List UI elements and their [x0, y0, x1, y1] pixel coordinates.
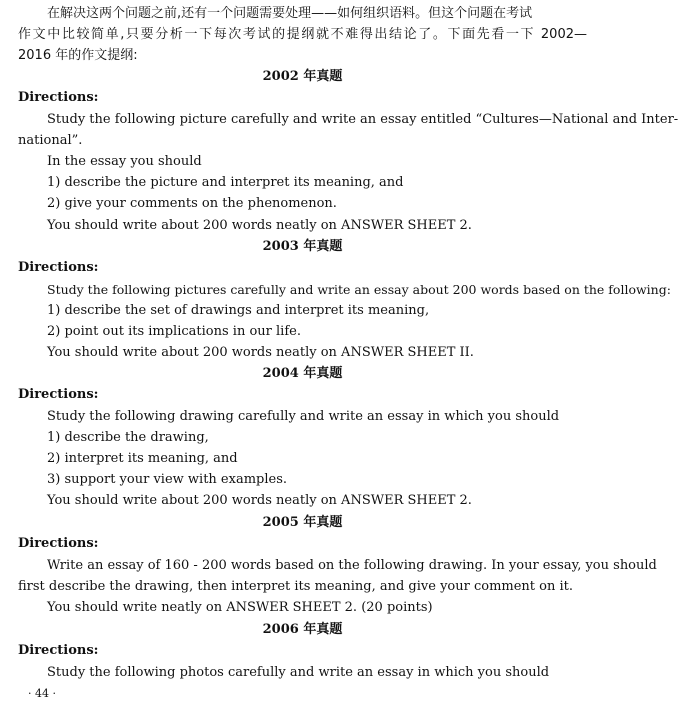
text-2006-1: Study the following photos carefully and write an essay in which you should	[47, 665, 550, 680]
heading-2006: 2006 年真题	[262, 622, 343, 637]
heading-2003: 2003 年真题	[262, 239, 343, 254]
intro-line-2: 作文中比较简单,只要分析一下每次考试的提纲就不难得出结论了。下面先看一下 2002—	[18, 27, 587, 42]
text-2002-5: 2) give your comments on the phenomenon.	[47, 196, 337, 211]
heading-2002: 2002 年真题	[262, 69, 343, 84]
text-2002-2: national”.	[18, 133, 83, 148]
heading-2004: 2004 年真题	[262, 366, 343, 381]
text-2004-2: 1) describe the drawing,	[47, 430, 209, 445]
directions-2002: Directions:	[18, 90, 99, 105]
text-2003-2: 1) describe the set of drawings and interpret its meaning,	[47, 303, 430, 318]
text-2004-5: You should write about 200 words neatly on ANSWER SHEET 2.	[47, 493, 472, 508]
text-2005-3: You should write neatly on ANSWER SHEET 2. (20 points)	[47, 600, 433, 615]
intro-line-1: 在解决这两个问题之前,还有一个问题需要处理——如何组织语料。但这个问题在考试	[47, 6, 533, 21]
text-2002-3: In the essay you should	[47, 154, 202, 169]
heading-2005: 2005 年真题	[262, 515, 343, 530]
text-2002-6: You should write about 200 words neatly on ANSWER SHEET 2.	[47, 218, 472, 233]
text-2004-4: 3) support your view with examples.	[47, 472, 287, 487]
text-2003-3: 2) point out its implications in our life.	[47, 324, 301, 339]
directions-2005: Directions:	[18, 536, 99, 551]
directions-2006: Directions:	[18, 643, 99, 658]
text-2002-1: Study the following picture carefully and write an essay entitled “Cultures—National and Inter-	[47, 112, 678, 127]
text-2005-1: Write an essay of 160 - 200 words based on the following drawing. In your essay, you should	[47, 558, 657, 573]
page-number: · 44 ·	[28, 687, 56, 700]
text-2004-3: 2) interpret its meaning, and	[47, 451, 238, 466]
text-2004-1: Study the following drawing carefully and write an essay in which you should	[47, 409, 560, 424]
text-2003-1: Study the following pictures carefully and write an essay about 200 words based on the following:	[47, 282, 671, 297]
directions-2004: Directions:	[18, 387, 99, 402]
text-2005-2: first describe the drawing, then interpret its meaning, and give your comment on it.	[18, 579, 573, 594]
text-2003-4: You should write about 200 words neatly on ANSWER SHEET II.	[47, 345, 474, 360]
text-2002-4: 1) describe the picture and interpret its meaning, and	[47, 175, 404, 190]
intro-line-3: 2016 年的作文提纲:	[18, 48, 138, 63]
directions-2003: Directions:	[18, 260, 99, 275]
